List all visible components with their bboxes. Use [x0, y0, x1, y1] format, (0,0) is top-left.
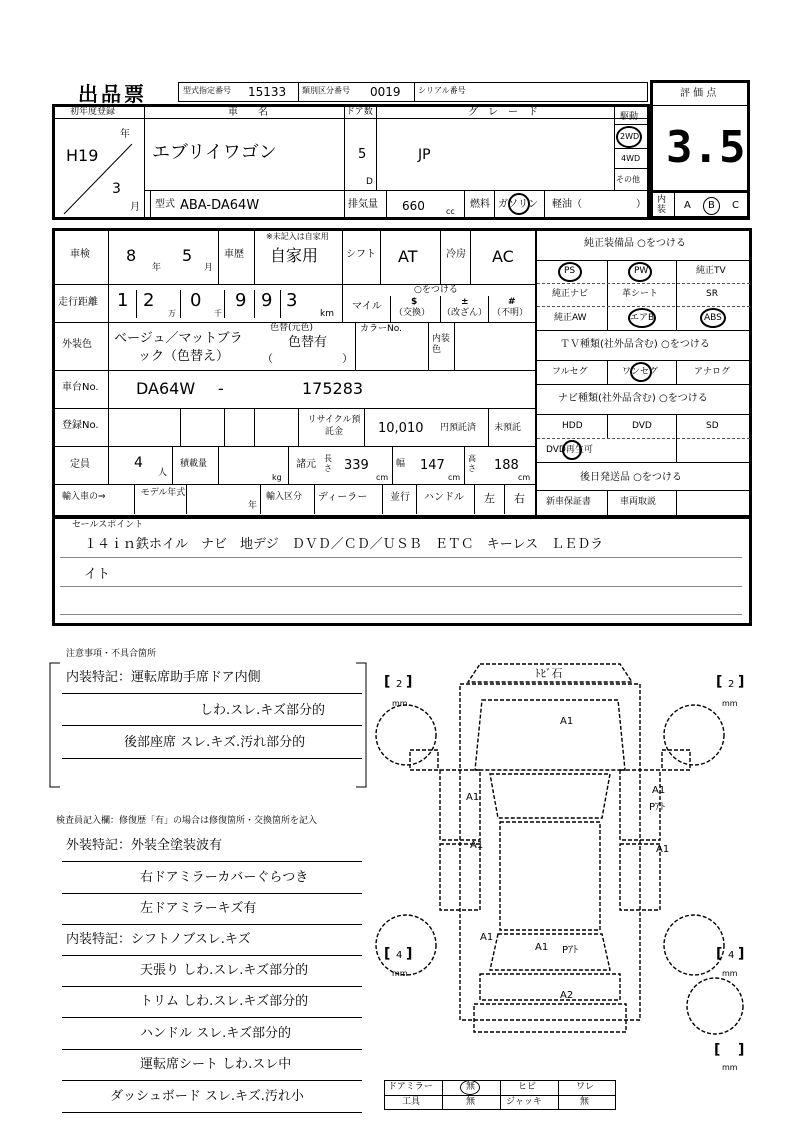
- tv-fullseg[interactable]: フルセグ: [552, 367, 588, 377]
- car-name: エブリイワゴン: [152, 142, 277, 163]
- color-no-label: カラーNo.: [360, 324, 402, 334]
- displacement-unit: cc: [446, 207, 455, 216]
- mileage-unknown-symbol: #: [508, 297, 516, 307]
- diagram-mark-right-front-paint: Pｱﾄ: [649, 802, 666, 813]
- displacement-label: 排気量: [348, 199, 378, 210]
- diagram-mark-bonnet: A1: [560, 716, 574, 727]
- svg-text:[: [: [384, 674, 391, 690]
- model-year-label: モデル年式: [140, 488, 186, 498]
- reg-no-label: 登録No.: [62, 420, 99, 431]
- acc-mirror-value: 無: [466, 1082, 476, 1092]
- ext-color-line2: ック（色替え）: [138, 349, 230, 364]
- drive-2wd[interactable]: 2WD: [620, 132, 640, 141]
- interior-b-circle: [703, 197, 720, 215]
- equip-title: 純正装備品 ○をつける: [584, 238, 686, 249]
- capacity-unit: 人: [158, 468, 168, 478]
- drive-4wd[interactable]: 4WD: [621, 154, 641, 163]
- mileage-digit-5: 9: [261, 290, 273, 311]
- serial-label: シリアル番号: [418, 86, 466, 95]
- mileage-check-note: ○をつける: [414, 285, 458, 295]
- equip-sr[interactable]: SR: [706, 289, 718, 299]
- inspector-line-3: 左ドアミラーキズ有: [140, 901, 257, 916]
- model-value: ABA-DA64W: [180, 198, 260, 213]
- inspection-month: 5: [182, 246, 193, 265]
- mileage-digit-2: 2: [143, 290, 155, 311]
- form-title: 出品票: [78, 82, 147, 106]
- acc-tools-label: 工具: [402, 1097, 421, 1107]
- import-parallel[interactable]: 並行: [390, 492, 410, 503]
- acc-jack-value: 無: [580, 1097, 590, 1107]
- svg-text:]: ]: [406, 674, 413, 690]
- equip-pw-circle: [628, 262, 652, 282]
- mileage-km-unit: km: [320, 309, 334, 319]
- recycle-label: リサイクル預託金: [307, 415, 361, 437]
- later-title: 後日発送品 ○をつける: [580, 472, 682, 483]
- interior-grade-label: 内装: [657, 195, 667, 215]
- notes-line-3: 後部座席 スレ.キズ.汚れ部分的: [124, 735, 306, 750]
- int-color-label: 内装色: [432, 334, 451, 355]
- diagram-mark-rear-bumper: A2: [560, 990, 574, 1001]
- equip-aw[interactable]: 純正AW: [554, 313, 587, 323]
- mileage-label: 走行距離: [58, 297, 98, 308]
- navi-sd[interactable]: SD: [706, 421, 719, 431]
- handle-right[interactable]: 右: [514, 492, 525, 505]
- tire-rear-right-unit: mm: [722, 969, 738, 978]
- svg-text:]: ]: [738, 1042, 745, 1058]
- shift-value: AT: [398, 247, 418, 266]
- chassis-number: 175283: [302, 379, 364, 398]
- grade-label: グ レ ー ド: [468, 107, 538, 118]
- notes-line-2: しわ.スレ.キズ部分的: [200, 703, 326, 718]
- diagram-mark-right-front: A1: [652, 785, 666, 796]
- navi-title: ナビ種類(社外品含む) ○をつける: [558, 393, 708, 404]
- tv-oneseg-circle: [630, 362, 652, 382]
- mileage-sen-unit: 千: [214, 309, 222, 318]
- inspector-line-7: ハンドル スレ.キズ部分的: [140, 1026, 292, 1041]
- sales-point-line1: １４ｉｎ鉄ホイル ナビ 地デジ ＤＶＤ／ＣＤ／ＵＳＢ ＥＴＣ キーレス ＬＥＤラ: [84, 537, 604, 552]
- fuel-diesel[interactable]: 軽油（: [552, 199, 582, 210]
- chassis-label: 車台No.: [62, 382, 99, 393]
- mileage-altered-symbol: ±: [461, 297, 469, 307]
- interior-c[interactable]: C: [732, 200, 739, 211]
- notes-line-1: 内装特記：運転席助手席ドア内側: [66, 670, 261, 685]
- navi-dvd-play[interactable]: DVD再生可: [546, 445, 593, 455]
- handle-label: ハンドル: [424, 492, 464, 503]
- doors-value: 5: [358, 147, 367, 162]
- doors-sub: D: [366, 177, 373, 187]
- ac-value: AC: [492, 247, 514, 266]
- svg-text:[: [: [714, 1042, 721, 1058]
- chassis-dash: -: [218, 379, 224, 398]
- svg-text:[: [: [716, 674, 723, 690]
- equip-ps-circle: [558, 262, 582, 282]
- height-label: 高さ: [468, 454, 476, 473]
- tire-rear-left: 4: [396, 950, 403, 961]
- tire-front-left-unit: mm: [392, 699, 408, 708]
- interior-a[interactable]: A: [684, 200, 691, 211]
- dims-label: 諸元: [296, 459, 316, 470]
- equip-abs[interactable]: ABS: [704, 313, 722, 323]
- sales-point-box: [52, 516, 752, 626]
- repaint-paren-open: （: [262, 352, 273, 365]
- navi-dvd-play-circle: [562, 440, 582, 460]
- model-cert-value: 15133: [248, 85, 287, 99]
- sales-point-line2: イト: [84, 567, 111, 582]
- inspection-month-unit: 月: [204, 263, 214, 273]
- mileage-digit-4: 9: [235, 290, 247, 311]
- mileage-man-unit: 万: [168, 309, 176, 318]
- chassis-prefix: DA64W: [136, 379, 196, 398]
- later-warranty[interactable]: 新車保証書: [546, 497, 592, 507]
- acc-mirror-circle: [460, 1080, 480, 1095]
- model-label: 型式: [155, 199, 175, 210]
- acc-crack-label: ヒビ: [518, 1082, 537, 1092]
- diagram-front-label: ﾄﾋﾞ石: [535, 667, 563, 680]
- shift-label: シフト: [346, 249, 376, 260]
- diagram-mark-left-rear: A1: [470, 840, 484, 851]
- inspection-year-unit: 年: [152, 263, 162, 273]
- acc-break-label: ワレ: [576, 1082, 595, 1092]
- first-reg-month: 3: [112, 181, 121, 197]
- diagram-mark-right-rear: A1: [656, 844, 670, 855]
- diagram-mark-back-door: A1: [535, 942, 549, 953]
- mileage-unknown[interactable]: （不明）: [492, 308, 529, 318]
- import-label: 輸入車の⇒: [62, 492, 106, 502]
- repaint-paren-close: ）: [342, 352, 353, 365]
- equip-leather[interactable]: 革シート: [622, 289, 659, 299]
- mileage-digit-1: 1: [117, 290, 129, 311]
- recycle-value: 10,010: [378, 421, 424, 436]
- fuel-label: 燃料: [470, 199, 490, 210]
- history-label: 車歴: [224, 249, 244, 260]
- inspection-year: 8: [126, 246, 137, 265]
- recycle-unpaid[interactable]: 未預託: [494, 423, 522, 433]
- load-label: 積載量: [180, 459, 208, 469]
- inspection-label: 車検: [70, 249, 90, 260]
- class-value: 0019: [370, 85, 401, 99]
- equip-pw[interactable]: PW: [634, 266, 649, 276]
- sales-point-label: セールスポイント: [72, 520, 144, 530]
- recycle-paid[interactable]: 円預託済: [440, 423, 477, 433]
- fuel-diesel-close: ）: [636, 199, 646, 210]
- mileage-exchange[interactable]: （交換）: [394, 308, 431, 318]
- inspector-label: 検査員記入欄：修復歴「有」の場合は修復箇所・交換箇所を記入: [56, 816, 318, 826]
- tv-oneseg[interactable]: ワンセグ: [622, 367, 659, 377]
- acc-tools-value: 無: [466, 1097, 476, 1107]
- displacement-value: 660: [402, 199, 425, 213]
- tv-analog[interactable]: アナログ: [694, 367, 731, 377]
- width-value: 147: [420, 458, 445, 473]
- equip-ps[interactable]: PS: [564, 266, 576, 276]
- repaint-label: 色替(元色): [270, 323, 314, 333]
- equip-airbag-circle: [628, 308, 656, 328]
- history-value: 自家用: [270, 246, 319, 265]
- tire-rear-left-unit: mm: [392, 969, 408, 978]
- drive-other[interactable]: その他: [616, 175, 640, 184]
- inspector-line-4: 内装特記：シフトノブスレ.キズ: [66, 932, 251, 947]
- tire-spare-unit: mm: [722, 1063, 738, 1072]
- class-label: 類別区分番号: [302, 86, 350, 95]
- load-unit: kg: [272, 473, 282, 482]
- diagram-mark-left-quarter: A1: [480, 932, 494, 943]
- svg-text:]: ]: [738, 946, 745, 962]
- ac-label: 冷房: [446, 249, 466, 260]
- acc-jack-label: ジャッキ: [506, 1097, 542, 1107]
- doors-label: ドア数: [346, 107, 373, 117]
- equip-tv[interactable]: 純正TV: [696, 266, 726, 276]
- first-reg-era: H19: [66, 146, 99, 165]
- diagram-mark-back-door-paint: Pｱﾄ: [562, 945, 579, 956]
- tire-rear-right: 4: [728, 950, 735, 961]
- length-unit: cm: [376, 473, 389, 482]
- navi-dvd[interactable]: DVD: [632, 421, 652, 431]
- inspector-line-9: ダッシュボード スレ.キズ.汚れ小: [110, 1089, 304, 1104]
- grade-score-label: 評 価 点: [680, 88, 717, 99]
- model-cert-label: 型式指定番号: [183, 86, 231, 95]
- navi-hdd[interactable]: HDD: [562, 421, 583, 431]
- svg-text:[: [: [384, 946, 391, 962]
- tire-front-right: 2: [728, 679, 735, 690]
- import-class-label: 輸入区分: [266, 492, 303, 502]
- height-unit: cm: [518, 473, 531, 482]
- width-label: 幅: [396, 459, 406, 469]
- inspector-line-8: 運転席シート しわ.スレ中: [140, 1057, 292, 1072]
- grade-score-value: 3.5: [666, 122, 746, 173]
- tire-front-right-unit: mm: [722, 699, 738, 708]
- fuel-gasoline-circle: [508, 193, 530, 215]
- first-reg-label: 初年度登録: [70, 107, 116, 117]
- equip-abs-circle: [700, 308, 726, 328]
- drive-label: 駆動: [620, 112, 639, 122]
- diagram-mark-left-front: A1: [466, 792, 480, 803]
- fuel-gasoline[interactable]: ガソリン: [498, 199, 538, 210]
- inspector-line-2: 右ドアミラーカバーぐらつき: [140, 870, 309, 885]
- inspector-line-6: トリム しわ.スレ.キズ部分的: [140, 994, 309, 1009]
- mileage-digit-3: 0: [190, 290, 202, 311]
- equip-navi[interactable]: 純正ナビ: [552, 289, 589, 299]
- inspector-line-5: 天張り しわ.スレ.キズ部分的: [140, 963, 309, 978]
- ext-color-line1: ベージュ／マットブラ: [114, 331, 243, 346]
- first-reg-month-unit: 月: [130, 202, 140, 213]
- import-dealer[interactable]: ディーラー: [318, 492, 368, 503]
- tire-front-left: 2: [396, 679, 403, 690]
- grade-value: JP: [418, 147, 431, 163]
- mileage-digit-6: 3: [286, 290, 298, 311]
- equip-airbag[interactable]: エアB: [630, 313, 655, 323]
- first-reg-slash: [60, 140, 140, 220]
- capacity-value: 4: [134, 455, 143, 471]
- mileage-exchange-symbol: $: [411, 297, 418, 307]
- mileage-mile[interactable]: マイル: [352, 301, 382, 312]
- svg-text:]: ]: [738, 674, 745, 690]
- car-name-label: 車 名: [228, 107, 268, 118]
- svg-text:[: [: [716, 946, 723, 962]
- interior-b[interactable]: B: [708, 200, 715, 211]
- first-reg-year-unit: 年: [120, 129, 130, 140]
- damage-diagram: [370, 640, 760, 1080]
- tv-title: ＴＶ種類(社外品含む) ○をつける: [560, 339, 710, 350]
- later-manual[interactable]: 車両取説: [620, 497, 657, 507]
- svg-text:]: ]: [406, 946, 413, 962]
- notes-label: 注意事項・不具合箇所: [66, 649, 157, 659]
- handle-left[interactable]: 左: [484, 492, 495, 505]
- acc-mirror-label: ドアミラー: [388, 1082, 433, 1092]
- repaint-value: 色替有: [288, 335, 328, 350]
- length-value: 339: [344, 458, 369, 473]
- height-value: 188: [494, 458, 519, 473]
- history-note: ※未記入は自家用: [266, 232, 329, 241]
- model-year-unit: 年: [248, 501, 258, 511]
- inspector-line-1: 外装特記：外装全塗装波有: [66, 838, 223, 853]
- width-unit: cm: [448, 473, 461, 482]
- mileage-altered[interactable]: （改ざん）: [442, 308, 488, 318]
- length-label: 長さ: [324, 454, 332, 473]
- ext-color-label: 外装色: [62, 339, 92, 350]
- drive-2wd-circle: [616, 126, 642, 148]
- capacity-label: 定員: [70, 459, 90, 470]
